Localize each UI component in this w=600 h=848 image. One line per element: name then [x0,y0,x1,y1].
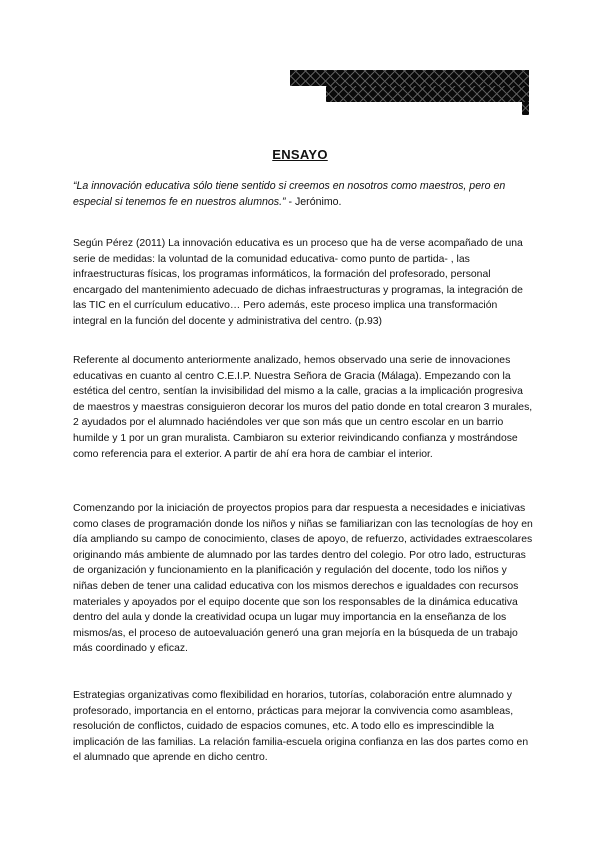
quote-text: “La innovación educativa sólo tiene sentido si creemos en nosotros como maestros, pero en especial si tenemos fe en nuestros alumnos.” [73,180,506,208]
body-paragraph: Estrategias organizativas como flexibilidad en horarios, tutorías, colaboración entre alumnado y profesorado, importancia en el entorno, prácticas para mejorar la convivencia como asambleas, resolución de conflictos, cuidado de espacios comunes, etc. A todo ello es imprescindible la implicación de las familias. La relación familia-escuela origina confianza en las dos partes como en el alumnado que aprende en dicho centro. [73,690,529,764]
epigraph-quote [73,178,533,210]
quote-attribution: - Jerónimo. [285,196,342,208]
body-paragraph: Comenzando por la iniciación de proyectos propios para dar respuesta a necesidades e iniciativas como clases de programación donde los niños y niñas se familiarizan con las tecnologías de hoy en día ampliando su campo de conocimiento, clases de apoyo, de refuerzo, actividades extraescolares originando más ambiente de alumnado por las tardes dentro del colegio. Por otro lado, estructuras de organización y funcionamiento en la planificación y regulación del docente, todo los niños y niñas deben de tener una calidad educativa con los mismos derechos e igualdades con recursos materiales y apoyados por el equipo docente que son los responsables de la dinámica educativa dentro del aula y donde la creatividad ocupa un lugar muy importancia en la enseñanza de los mismos/as, el proceso de autoevaluación generó una gran mejoría en la búsqueda de un trabajo más coordinado y eficaz. [73,503,533,655]
redaction-block-3 [522,102,529,115]
body-paragraph: Según Pérez (2011) La innovación educativa es un proceso que ha de verse acompañado de una serie de medidas: la voluntad de la comunidad educativa- como punto de partida- , las infraestructuras físicas, los programas informáticos, la formación del profesorado, personal encargado del mantenimiento adecuado de dichas infraestructuras y programas, la integración de las TIC en el currículum educativo… Pero además, este proceso implica una transformación integral en la función del docente y administrativa del centro. (p.93) [73,238,523,327]
body-paragraph: Referente al documento anteriormente analizado, hemos observado una serie de innovaciones educativas en cuanto al centro C.E.I.P. Nuestra Señora de Gracia (Málaga). Empezando con la estética del centro, sentían la invisibilidad del mismo a la calle, gracias a la implicación progresiva de maestros y maestras consiguieron decorar los muros del patio donde en total crearon 3 murales, 2 ayudados por el alumnado haciéndoles ver que son más que un centro escolar en un barrio humilde y 1 por un gran muralista. Cambiaron su exterior reivindicando confianza y mostrándose como referencia para el exterior. A partir de ahí era hora de cambiar el interior. [73,355,533,460]
redaction-block-2 [326,86,529,102]
redaction-block-1 [290,70,529,86]
document-title: ENSAYO [272,147,328,162]
